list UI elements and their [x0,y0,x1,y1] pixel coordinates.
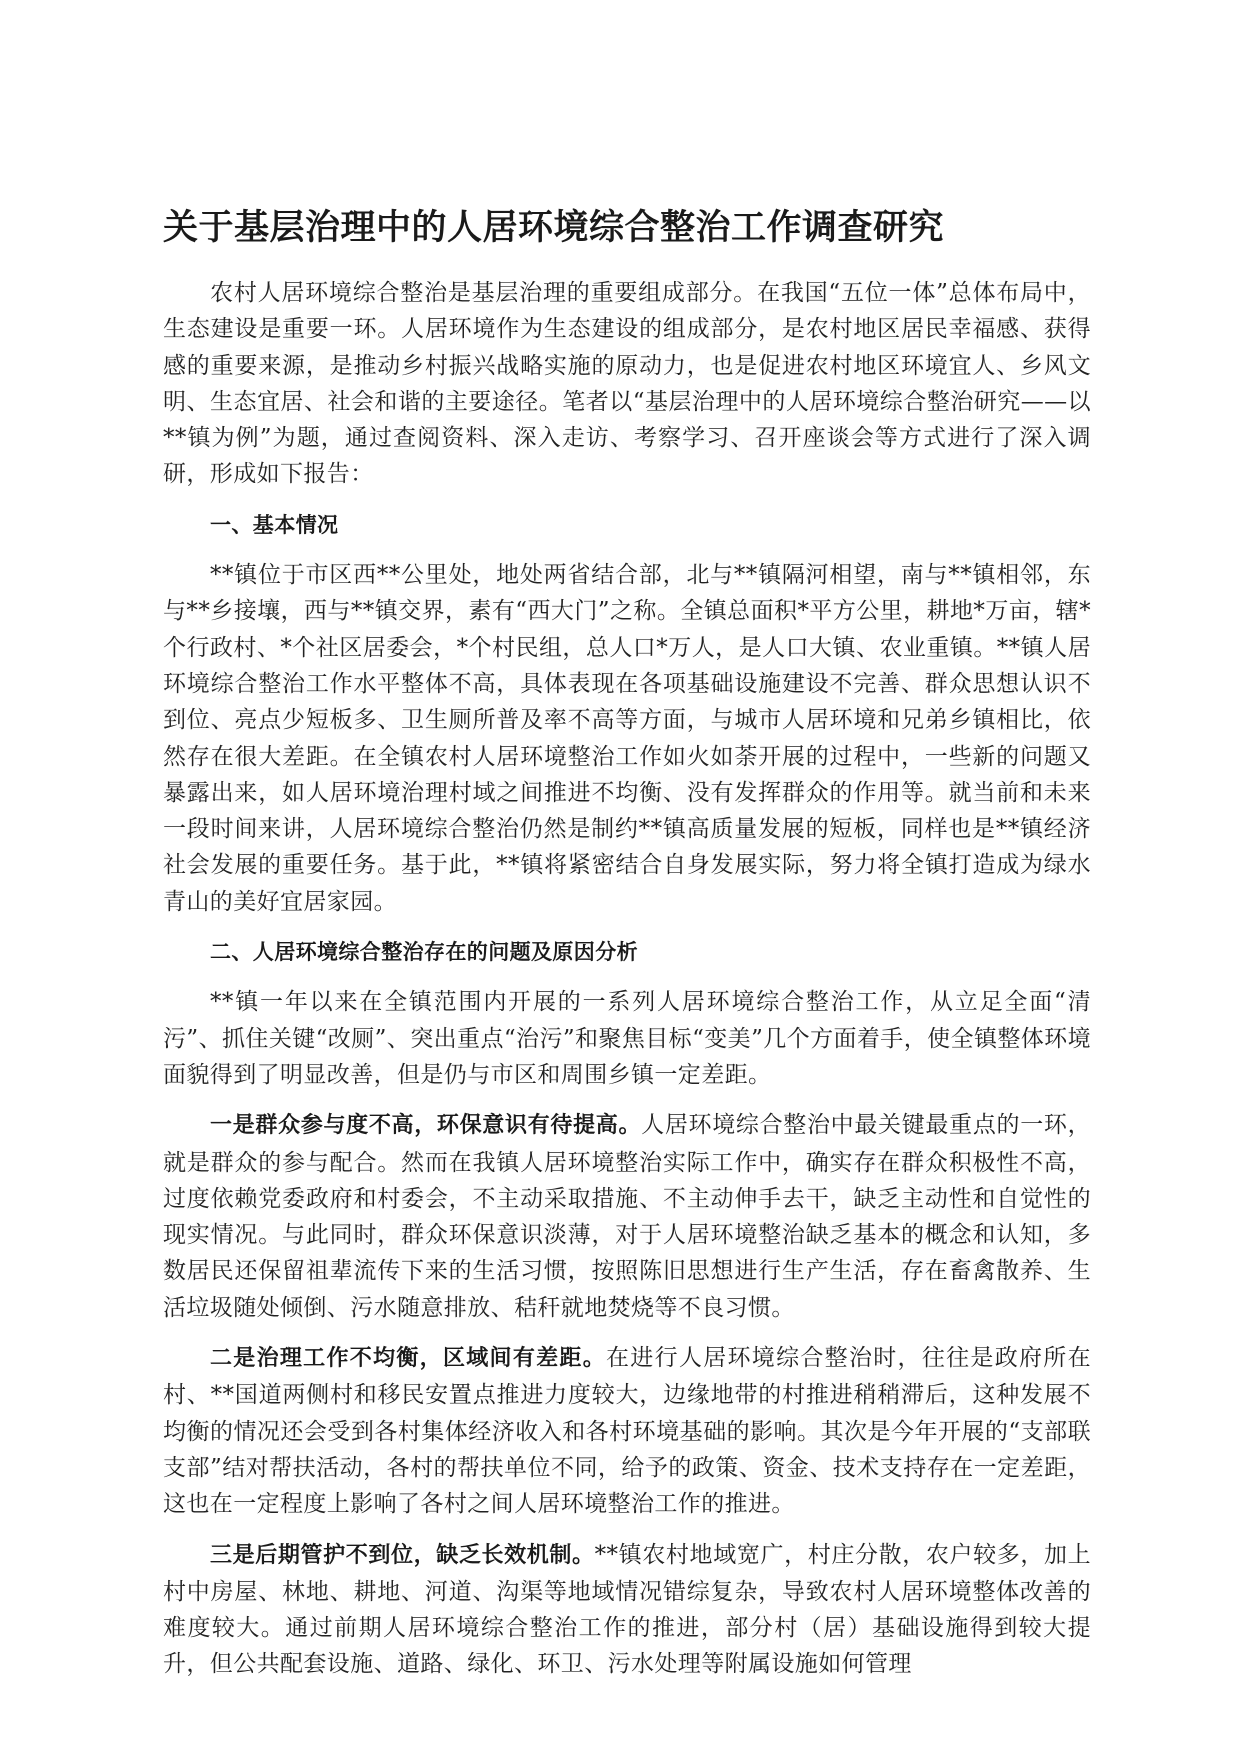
document-body [163,203,1091,1697]
section-heading-basic-info: 一、基本情况 [210,512,339,537]
problem-point-paragraph [163,1340,1091,1522]
problems-intro-paragraph: **镇一年以来在全镇范围内开展的一系列人居环境综合整治工作，从立足全面“清污”、抓住关键“改厕”、突出重点“治污”和聚焦目标“变美”几个方面着手，使全镇整体环境面貌得到了明显改善，但是仍与市区和周围乡镇一定差距。 [163,989,1091,1088]
problem-point-lead: 二是治理工作不均衡，区域间有差距。 [210,1346,607,1372]
document-title: 关于基层治理中的人居环境综合整治工作调查研究 [163,208,945,248]
problem-point-paragraph [163,1107,1091,1326]
problem-point-paragraph [163,1537,1091,1683]
problem-point-body: 人居环境综合整治中最关键最重点的一环，就是群众的参与配合。然而在我镇人居环境整治实际工作中，确实存在群众积极性不高，过度依赖党委政府和村委会，不主动采取措施、不主动伸手去干，缺乏主动性和自觉性的现实情况。与此同时，群众环保意识淡薄，对于人居环境整治缺乏基本的概念和认知，多数居民还保留祖辈流传下来的生活习惯，按照陈旧思想进行生产生活，存在畜禽散养、生活垃圾随处倾倒、污水随意排放、秸秆就地焚烧等不良习惯。 [163,1112,1091,1321]
problem-point-body: 在进行人居环境综合整治时，往往是政府所在村、**国道两侧村和移民安置点推进力度较大，边缘地带的村推进稍稍滞后，这种发展不均衡的情况还会受到各村集体经济收入和各村环境基础的影响。其次是今年开展的“支部联支部”结对帮扶活动，各村的帮扶单位不同，给予的政策、资金、技术支持存在一定差距，这也在一定程度上影响了各村之间人居环境整治工作的推进。 [163,1345,1092,1518]
basic-info-paragraph: **镇位于市区西**公里处，地处两省结合部，北与**镇隔河相望，南与**镇相邻，东与**乡接壤，西与**镇交界，素有“西大门”之称。全镇总面积*平方公里，耕地*万亩，辖*个行政村、*个社区居委会，*个村民组，总人口*万人，是人口大镇、农业重镇。**镇人居环境综合整治工作水平整体不高，具体表现在各项基础设施建设不完善、群众思想认识不到位、亮点少短板多、卫生厕所普及率不高等方面，与城市人居环境和兄弟乡镇相比，依然存在很大差距。在全镇农村人居环境整治工作如火如荼开展的过程中，一些新的问题又暴露出来，如人居环境治理村域之间推进不均衡、没有发挥群众的作用等。就当前和未来一段时间来讲，人居环境综合整治仍然是制约**镇高质量发展的短板，同样也是**镇经济社会发展的重要任务。基于此，**镇将紧密结合自身发展实际，努力将全镇打造成为绿水青山的美好宜居家园。 [163,562,1091,915]
problem-point-lead: 一是群众参与度不高，环保意识有待提高。 [210,1113,642,1139]
intro-paragraph: 农村人居环境综合整治是基层治理的重要组成部分。在我国“五位一体”总体布局中，生态建设是重要一环。人居环境作为生态建设的组成部分，是农村地区居民幸福感、获得感的重要来源，是推动乡村振兴战略实施的原动力，也是促进农村地区环境宜人、乡风文明、生态宜居、社会和谐的主要途径。笔者以“基层治理中的人居环境综合整治研究——以**镇为例”为题，通过查阅资料、深入走访、考察学习、召开座谈会等方式进行了深入调研，形成如下报告： [163,280,1091,488]
section-heading-problems: 二、人居环境综合整治存在的问题及原因分析 [210,940,638,965]
problem-point-body: **镇农村地域宽广，村庄分散，农户较多，加上村中房屋、林地、耕地、河道、沟渠等地域情况错综复杂，导致农村人居环境整体改善的难度较大。通过前期人居环境综合整治工作的推进，部分村（居）基础设施得到较大提升，但公共配套设施、道路、绿化、环卫、污水处理等附属设施如何管理 [163,1541,1091,1678]
problem-point-lead: 三是后期管护不到位，缺乏长效机制。 [210,1542,595,1568]
